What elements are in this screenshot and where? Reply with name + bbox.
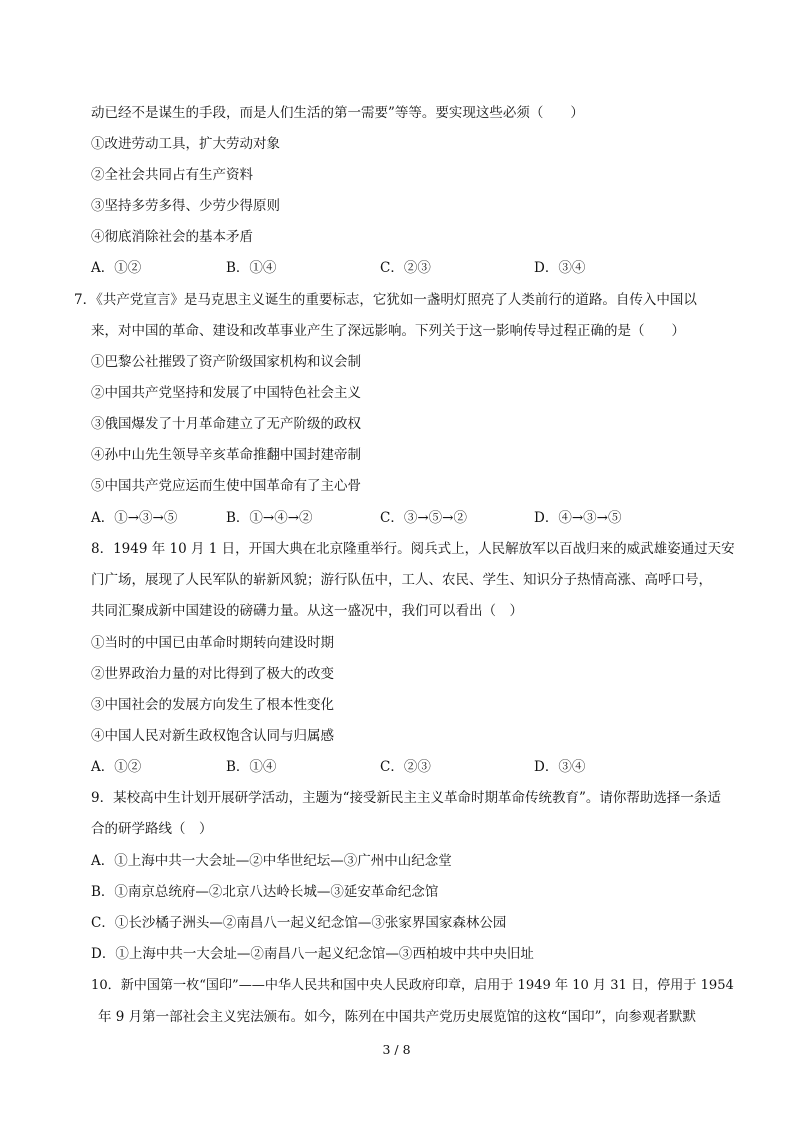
- q9-option-c[interactable]: C．①长沙橘子洲头—②南昌八一起义纪念馆—③张家界国家森林公园: [91, 915, 507, 931]
- q6-item-1: ①改进劳动工具，扩大劳动对象: [91, 136, 280, 152]
- q7-option-a[interactable]: A．①→③→⑤: [91, 510, 178, 526]
- q7-item-1: ①巴黎公社摧毁了资产阶级国家机构和议会制: [91, 354, 361, 370]
- q7-item-5: ⑤中国共产党应运而生使中国革命有了主心骨: [91, 478, 361, 494]
- q10-stem-line-2: 年 9 月第一部社会主义宪法颁布。如今，陈列在中国共产党历史展览馆的这枚“国印”，向参观者默默: [98, 1009, 696, 1025]
- q9-option-d[interactable]: D．①上海中共一大会址—②南昌八一起义纪念馆—③西柏坡中共中央旧址: [91, 946, 534, 962]
- q6-option-a[interactable]: A．①②: [91, 260, 142, 276]
- q10-stem-line-1: 10．新中国第一枚“国印”——中华人民共和国中央人民政府印章，启用于 1949 年 10 月 31 日，停用于 1954: [91, 978, 734, 993]
- q9-stem-line-1: 9．某校高中生计划开展研学活动，主题为“接受新民主主义革命时期革命传统教育”。请你帮助选择一条适: [91, 790, 721, 806]
- q7-option-c[interactable]: C．③→⑤→②: [380, 510, 467, 526]
- q7-stem-line-1: 7．《共产党宣言》是马克思主义诞生的重要标志，它犹如一盏明灯照亮了人类前行的道路。自传入中国以: [74, 292, 697, 308]
- q9-option-a[interactable]: A．①上海中共一大会址—②中华世纪坛—③广州中山纪念堂: [91, 853, 452, 869]
- q7-option-d[interactable]: D．④→③→⑤: [534, 510, 622, 526]
- q6-item-2: ②全社会共同占有生产资料: [91, 167, 253, 183]
- q7-option-b[interactable]: B．①→④→②: [226, 510, 313, 526]
- q7-item-4: ④孙中山先生领导辛亥革命推翻中国封建帝制: [91, 447, 361, 463]
- q8-option-a[interactable]: A．①②: [91, 759, 142, 775]
- q7-stem-line-2: 来，对中国的革命、建设和改革事业产生了深远影响。下列关于这一影响传导过程正确的是（ ）: [91, 323, 685, 339]
- q8-stem-line-2: 门广场，展现了人民军队的崭新风貌；游行队伍中，工人、农民、学生、知识分子热情高涨、高呼口号，: [91, 572, 712, 588]
- q7-item-3: ③俄国爆发了十月革命建立了无产阶级的政权: [91, 416, 361, 432]
- q8-item-3: ③中国社会的发展方向发生了根本性变化: [91, 697, 334, 713]
- q8-item-1: ①当时的中国已由革命时期转向建设时期: [91, 635, 334, 651]
- q6-item-3: ③坚持多劳多得、少劳少得原则: [91, 198, 280, 214]
- q8-stem-line-3: 共同汇聚成新中国建设的磅礴力量。从这一盛况中，我们可以看出（ ）: [91, 603, 523, 619]
- q6-item-4: ④彻底消除社会的基本矛盾: [91, 229, 253, 245]
- q9-stem-line-2: 合的研学路线（ ）: [91, 821, 213, 837]
- q6-option-d[interactable]: D．③④: [534, 260, 586, 276]
- q8-item-4: ④中国人民对新生政权饱含认同与归属感: [91, 728, 334, 744]
- q7-item-2: ②中国共产党坚持和发展了中国特色社会主义: [91, 385, 361, 401]
- q8-item-2: ②世界政治力量的对比得到了极大的改变: [91, 666, 334, 682]
- q9-option-b[interactable]: B．①南京总统府—②北京八达岭长城—③延安革命纪念馆: [91, 884, 439, 900]
- page-number: 3 / 8: [382, 1042, 411, 1057]
- q6-stem-continuation: 动已经不是谋生的手段，而是人们生活的第一需要”等等。要实现这些必须（ ）: [91, 105, 584, 121]
- q8-option-c[interactable]: C．②③: [380, 759, 431, 775]
- q8-stem-line-1: 8．1949 年 10 月 1 日，开国大典在北京隆重举行。阅兵式上，人民解放军以百战归来的威武雄姿通过天安: [91, 541, 735, 557]
- q6-option-b[interactable]: B．①④: [226, 260, 277, 276]
- q8-option-b[interactable]: B．①④: [226, 759, 277, 775]
- q6-option-c[interactable]: C．②③: [380, 260, 431, 276]
- q8-option-d[interactable]: D．③④: [534, 759, 586, 775]
